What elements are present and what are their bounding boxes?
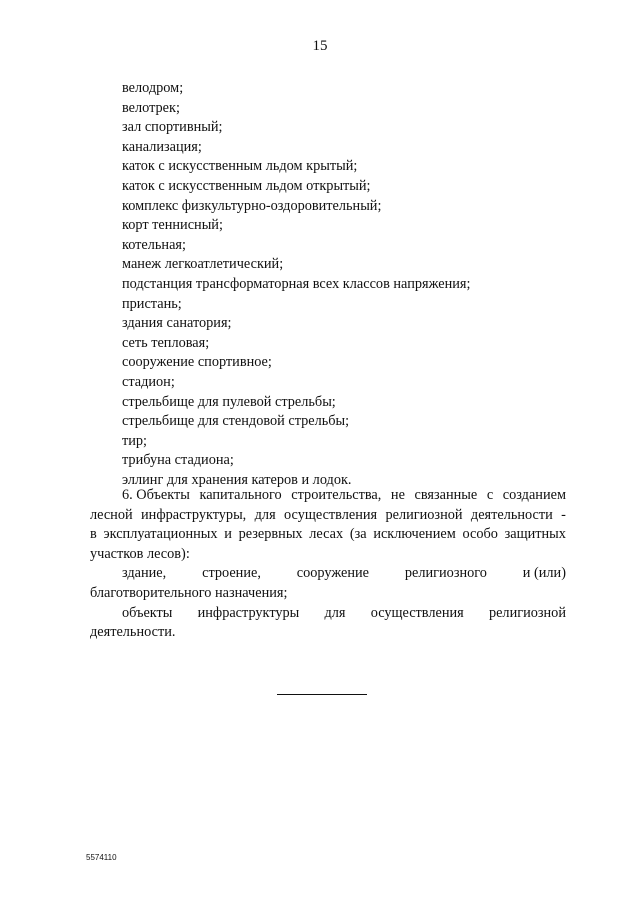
list-item: стадион; (122, 373, 175, 390)
list-item: подстанция трансформаторная всех классов напряжения; (122, 275, 471, 292)
list-item: канализация; (122, 138, 202, 155)
list-item: пристань; (122, 295, 182, 312)
section-6-line: в эксплуатационных и резервных лесах (за исключением особо защитных (90, 526, 566, 543)
list-item: стрельбище для пулевой стрельбы; (122, 393, 336, 410)
list-item: эллинг для хранения катеров и лодок. (122, 471, 352, 488)
section-6-line: участков лесов): (90, 545, 190, 562)
section-6-paragraph (90, 486, 566, 643)
list-item: велодром; (122, 80, 184, 96)
list-item: манеж легкоатлетический; (122, 256, 284, 273)
list-item: зал спортивный; (122, 119, 223, 136)
item-a-line: благотворительного назначения; (90, 584, 288, 601)
separator-line (277, 694, 367, 695)
section-6-line: 6. Объекты капитального строительства, не связанные с созданием (122, 487, 566, 503)
list-item: тир; (122, 432, 148, 449)
document-code: 5574110 (86, 853, 117, 862)
list-item: стрельбище для стендовой стрельбы; (122, 413, 350, 430)
item-b-line: деятельности. (90, 624, 176, 641)
list-item: котельная; (122, 236, 186, 253)
list-item: комплекс физкультурно-оздоровительный; (122, 197, 382, 214)
list-item: трибуна стадиона; (122, 452, 234, 469)
list-item: здания санатория; (122, 315, 232, 332)
item-a-line: здание, строение, сооружение религиозного и (или) (122, 565, 566, 582)
list-item: сооружение спортивное; (122, 354, 272, 371)
list-item: каток с искусственным льдом крытый; (122, 158, 358, 175)
list-item: сеть тепловая; (122, 334, 210, 351)
section-6-line: лесной инфраструктуры, для осуществления религиозной деятельности - (90, 506, 566, 523)
page-number: 15 (312, 38, 328, 54)
list-item: каток с искусственным льдом открытый; (122, 177, 371, 194)
item-b-line: объекты инфраструктуры для осуществления религиозной (122, 604, 566, 621)
object-list (122, 79, 470, 490)
list-item: корт теннисный; (122, 217, 223, 234)
list-item: велотрек; (122, 99, 180, 116)
